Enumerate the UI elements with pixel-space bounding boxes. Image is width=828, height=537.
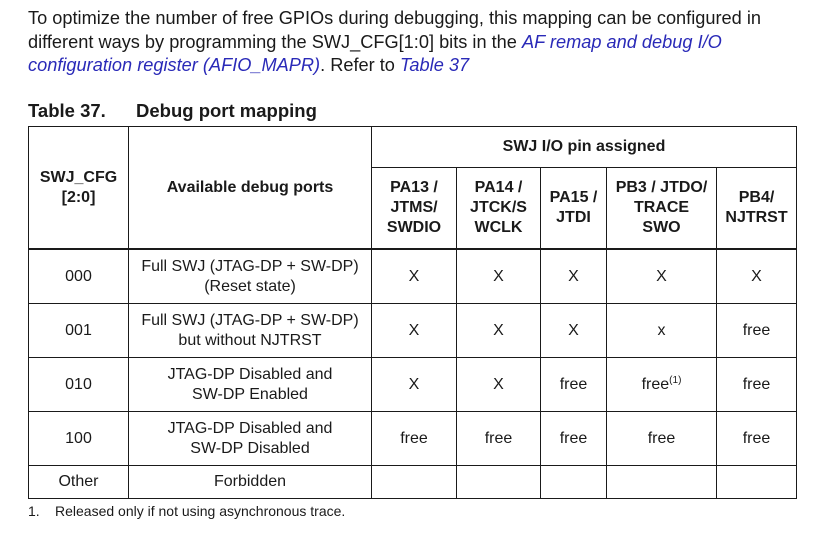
- header-pa14: PA14 / JTCK/S WCLK: [457, 168, 541, 250]
- pin-cell: free: [607, 412, 717, 466]
- cfg-cell: Other: [29, 466, 129, 499]
- intro-text-middle: . Refer to: [320, 55, 400, 75]
- pin-cell: X: [717, 249, 797, 304]
- header-pb3: PB3 / JTDO/ TRACE SWO: [607, 168, 717, 250]
- pin-cell: [457, 466, 541, 499]
- cfg-cell: 000: [29, 249, 129, 304]
- table-number: Table 37.: [28, 100, 106, 121]
- cfg-cell: 001: [29, 304, 129, 358]
- header-debug-ports: Available debug ports: [129, 127, 372, 250]
- desc-cell: Full SWJ (JTAG-DP + SW-DP) but without NJTRST: [129, 304, 372, 358]
- pin-cell: free: [457, 412, 541, 466]
- header-swj-cfg: SWJ_CFG [2:0]: [29, 127, 129, 250]
- desc-cell: JTAG-DP Disabled and SW-DP Enabled: [129, 358, 372, 412]
- pin-cell: free: [372, 412, 457, 466]
- pin-cell: X: [457, 358, 541, 412]
- cfg-cell: 010: [29, 358, 129, 412]
- table-row: [29, 412, 797, 466]
- table-caption: [28, 100, 317, 122]
- pin-cell: [717, 466, 797, 499]
- pin-cell: X: [541, 249, 607, 304]
- footnote: [28, 503, 345, 519]
- pin-cell: [607, 466, 717, 499]
- pin-cell: [372, 466, 457, 499]
- pin-cell: free: [717, 304, 797, 358]
- table-row: [29, 466, 797, 499]
- table-row: [29, 304, 797, 358]
- footnote-text: Released only if not using asynchronous trace.: [55, 503, 346, 519]
- table-row: [29, 249, 797, 304]
- header-pin-group: SWJ I/O pin assigned: [372, 127, 797, 168]
- intro-text-before: To optimize the number of free GPIOs during debugging, this mapping can be configured in different ways by programming the SWJ_CFG[1:0] bits in the: [28, 8, 761, 52]
- pin-cell: X: [607, 249, 717, 304]
- desc-cell: JTAG-DP Disabled and SW-DP Disabled: [129, 412, 372, 466]
- pin-cell: x: [607, 304, 717, 358]
- header-pb4: PB4/ NJTRST: [717, 168, 797, 250]
- desc-cell: Forbidden: [129, 466, 372, 499]
- pin-cell: X: [457, 249, 541, 304]
- pin-cell: free$^{(1)}$: [607, 358, 717, 412]
- pin-cell: X: [372, 358, 457, 412]
- debug-port-mapping-table: [28, 126, 797, 499]
- footnote-number: 1.: [28, 503, 40, 519]
- pin-cell: X: [457, 304, 541, 358]
- pin-cell: free: [717, 358, 797, 412]
- header-pa15: PA15 / JTDI: [541, 168, 607, 250]
- footnote-ref[interactable]: (1): [669, 374, 682, 386]
- pin-cell: free: [717, 412, 797, 466]
- pin-cell: free: [541, 358, 607, 412]
- pin-cell: [541, 466, 607, 499]
- table-37-link[interactable]: Table 37: [399, 55, 470, 75]
- pin-cell: X: [372, 249, 457, 304]
- intro-paragraph: [28, 7, 818, 78]
- table-row: [29, 358, 797, 412]
- table-title: Debug port mapping: [136, 100, 317, 121]
- cfg-cell: 100: [29, 412, 129, 466]
- register-link[interactable]: AF remap and debug I/O configuration register (AFIO_MAPR): [28, 31, 722, 75]
- header-pa13: PA13 / JTMS/ SWDIO: [372, 168, 457, 250]
- pin-cell: X: [541, 304, 607, 358]
- pin-cell: free: [541, 412, 607, 466]
- desc-cell: Full SWJ (JTAG-DP + SW-DP) (Reset state): [129, 249, 372, 304]
- pin-cell: X: [372, 304, 457, 358]
